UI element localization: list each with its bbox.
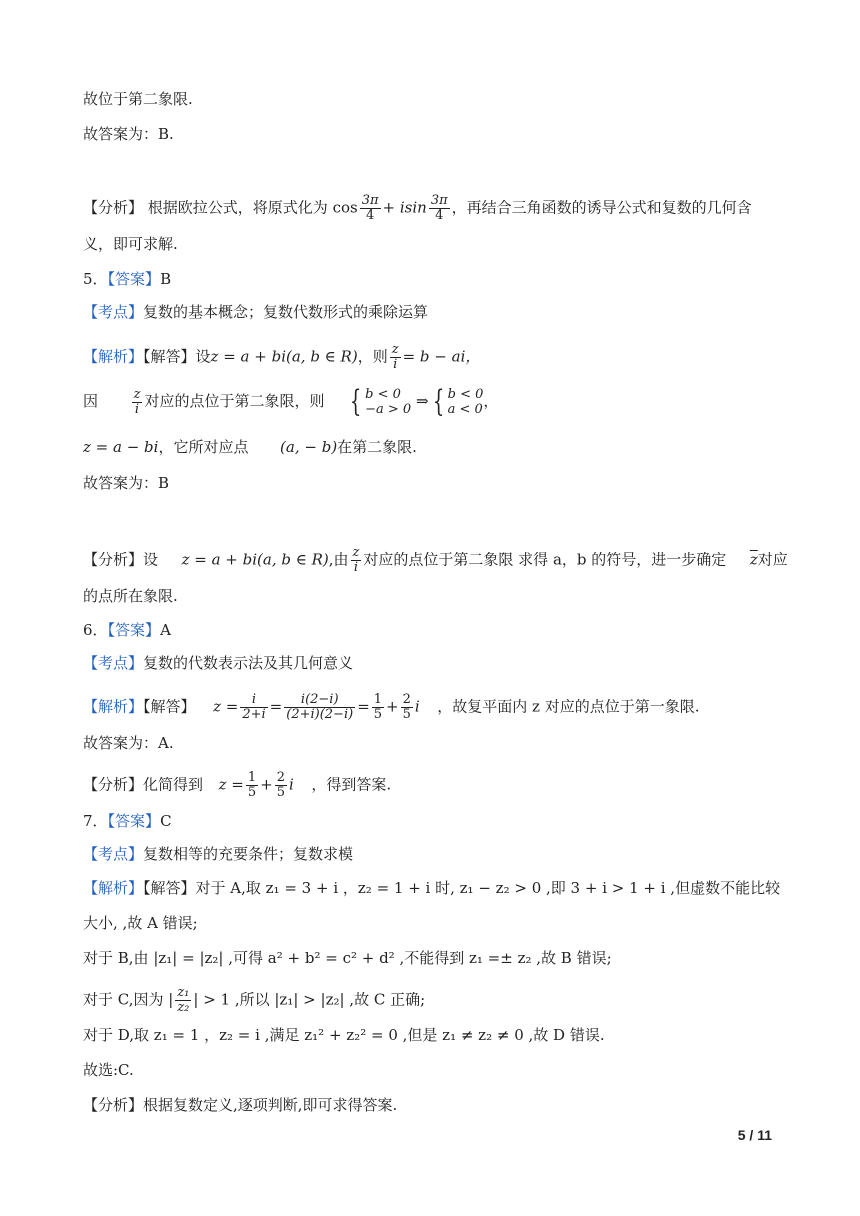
question-5-answer: 5．【答案】B (83, 270, 172, 288)
answer-tag: 【答案】 (107, 812, 161, 830)
text-line: 的点所在象限. (83, 587, 178, 605)
fraction: $\frac{i}{2+i}$ (242, 692, 266, 722)
fraction: $\frac{1}{5}$ (373, 692, 383, 722)
fraction: $\frac{\text{z₁}}{\text{z₂}}$ (177, 985, 190, 1015)
solution-tag: 【解析】 (83, 697, 144, 716)
fraction: $\frac{3\pi}{4}$ (430, 193, 448, 223)
fraction: $\frac{z}{i}$ (352, 545, 360, 575)
answer-tag: 【答案】 (107, 270, 161, 288)
text-line: 大小, ,故 A 错误; (83, 914, 198, 932)
question-5-analysis: 【分析】设 z = a + bi(a, b ∈ R),由 $\frac{z}{i}$ 对应的点位于第二象限 求得 a，b 的符号，进一步确定 $\overline{z}$对应 (83, 545, 788, 575)
question-6-analysis: 【分析】化简得到 z = $\frac{1}{5}$ + $\frac{2}{5}$ i ，得到答案. (83, 770, 392, 800)
text-line: 故答案为：B (83, 474, 170, 492)
fraction: $\frac{2}{5}$ (402, 692, 411, 722)
fraction: $\frac{3\pi}{4}$ (361, 193, 379, 223)
question-6-topic: 【考点】复数的代数表示法及其几何意义 (83, 654, 354, 672)
math-isin: + isin (382, 198, 427, 217)
fraction: $\frac{1}{5}$ (247, 770, 257, 800)
analysis-text: 【分析】 根据欧拉公式，将原式化为 (83, 198, 328, 217)
question-5-solution: 【解析】【解答】设z = a + bi(a, b ∈ R)，则 $\frac{z}{i}$ = b − ai， (83, 342, 481, 372)
answer-tag: 【答案】 (107, 621, 161, 639)
question-7-line4: 对于 C,因为 | $\frac{\text{z₁}}{\text{z₂}}$ | > 1 ,所以 |z₁| > |z₂| ,故 C 正确; (83, 985, 426, 1015)
question-7-solution: 【解析】【解答】对于 A,取 z₁ = 3 + i ，z₂ = 1 + i 时, z₁ − z₂ > 0 ,即 3 + i > 1 + i ,但虚数不能比较 (83, 879, 781, 897)
solution-tag: 【解析】 (83, 879, 144, 897)
fraction: $\frac{z}{i}$ (133, 386, 141, 417)
text-line: 故答案为：B. (83, 125, 174, 143)
topic-tag: 【考点】 (83, 654, 144, 672)
text-line: 【分析】根据复数定义,逐项判断,即可求得答案. (83, 1096, 398, 1114)
question-5-solution-line3: z = a − bi，它所对应点 (a, − b)在第二象限. (83, 438, 417, 456)
text-line: 故选:C. (83, 1061, 134, 1079)
question-6-answer: 6．【答案】A (83, 621, 171, 639)
inequality-system: b < 0 a < 0 (447, 387, 484, 417)
question-7-topic: 【考点】复数相等的充要条件；复数求模 (83, 845, 354, 863)
topic-tag: 【考点】 (83, 303, 144, 321)
question-5-topic: 【考点】复数的基本概念；复数代数形式的乘除运算 (83, 303, 429, 321)
text-line: 故答案为：A. (83, 734, 174, 752)
text-line: 对于 D,取 z₁ = 1 ，z₂ = i ,满足 z₁² + z₂² = 0 ,但是 z₁ ≠ z₂ ≠ 0 ,故 D 错误. (83, 1026, 605, 1044)
text-line: 故位于第二象限. (83, 90, 193, 108)
brace-icon: { (432, 384, 444, 419)
question-5-solution-line2: 因 $\frac{z}{i}$ 对应的点位于第二象限，则 { b < 0 −a > 0 ⇒ { b < 0 a < 0 ， (83, 384, 499, 419)
text-line: 义，即可求解. (83, 235, 178, 253)
analysis-text: ，再结合三角函数的诱导公式和复数的几何含 (451, 198, 752, 217)
fraction: $\frac{2}{5}$ (276, 770, 285, 800)
page-number: 5 / 11 (737, 1127, 772, 1143)
question-6-solution: 【解析】【解答】 z = $\frac{i}{2+i}$ = $\frac{i(2-i)}{(2+i)(2-i)}$ = $\frac{1}{5}$ + $\frac{2}{5}$ i ，故复平面内 z 对应的点位于第一象限. (83, 692, 700, 722)
fraction: $\frac{z}{i}$ (391, 342, 399, 372)
topic-tag: 【考点】 (83, 845, 144, 863)
brace-icon: { (349, 384, 362, 419)
math-cos: cos (332, 198, 358, 217)
fraction: $\frac{i(2-i)}{(2+i)(2-i)}$ (286, 692, 354, 722)
question-7-answer: 7．【答案】C (83, 812, 172, 830)
inequality-system: b < 0 −a > 0 (365, 387, 412, 417)
solution-tag: 【解析】 (83, 347, 144, 366)
analysis-line (83, 194, 752, 223)
text-line: 对于 B,由 |z₁| = |z₂| ,可得 a² + b² = c² + d² ,不能得到 z₁ =± z₂ ,故 B 错误; (83, 949, 612, 967)
